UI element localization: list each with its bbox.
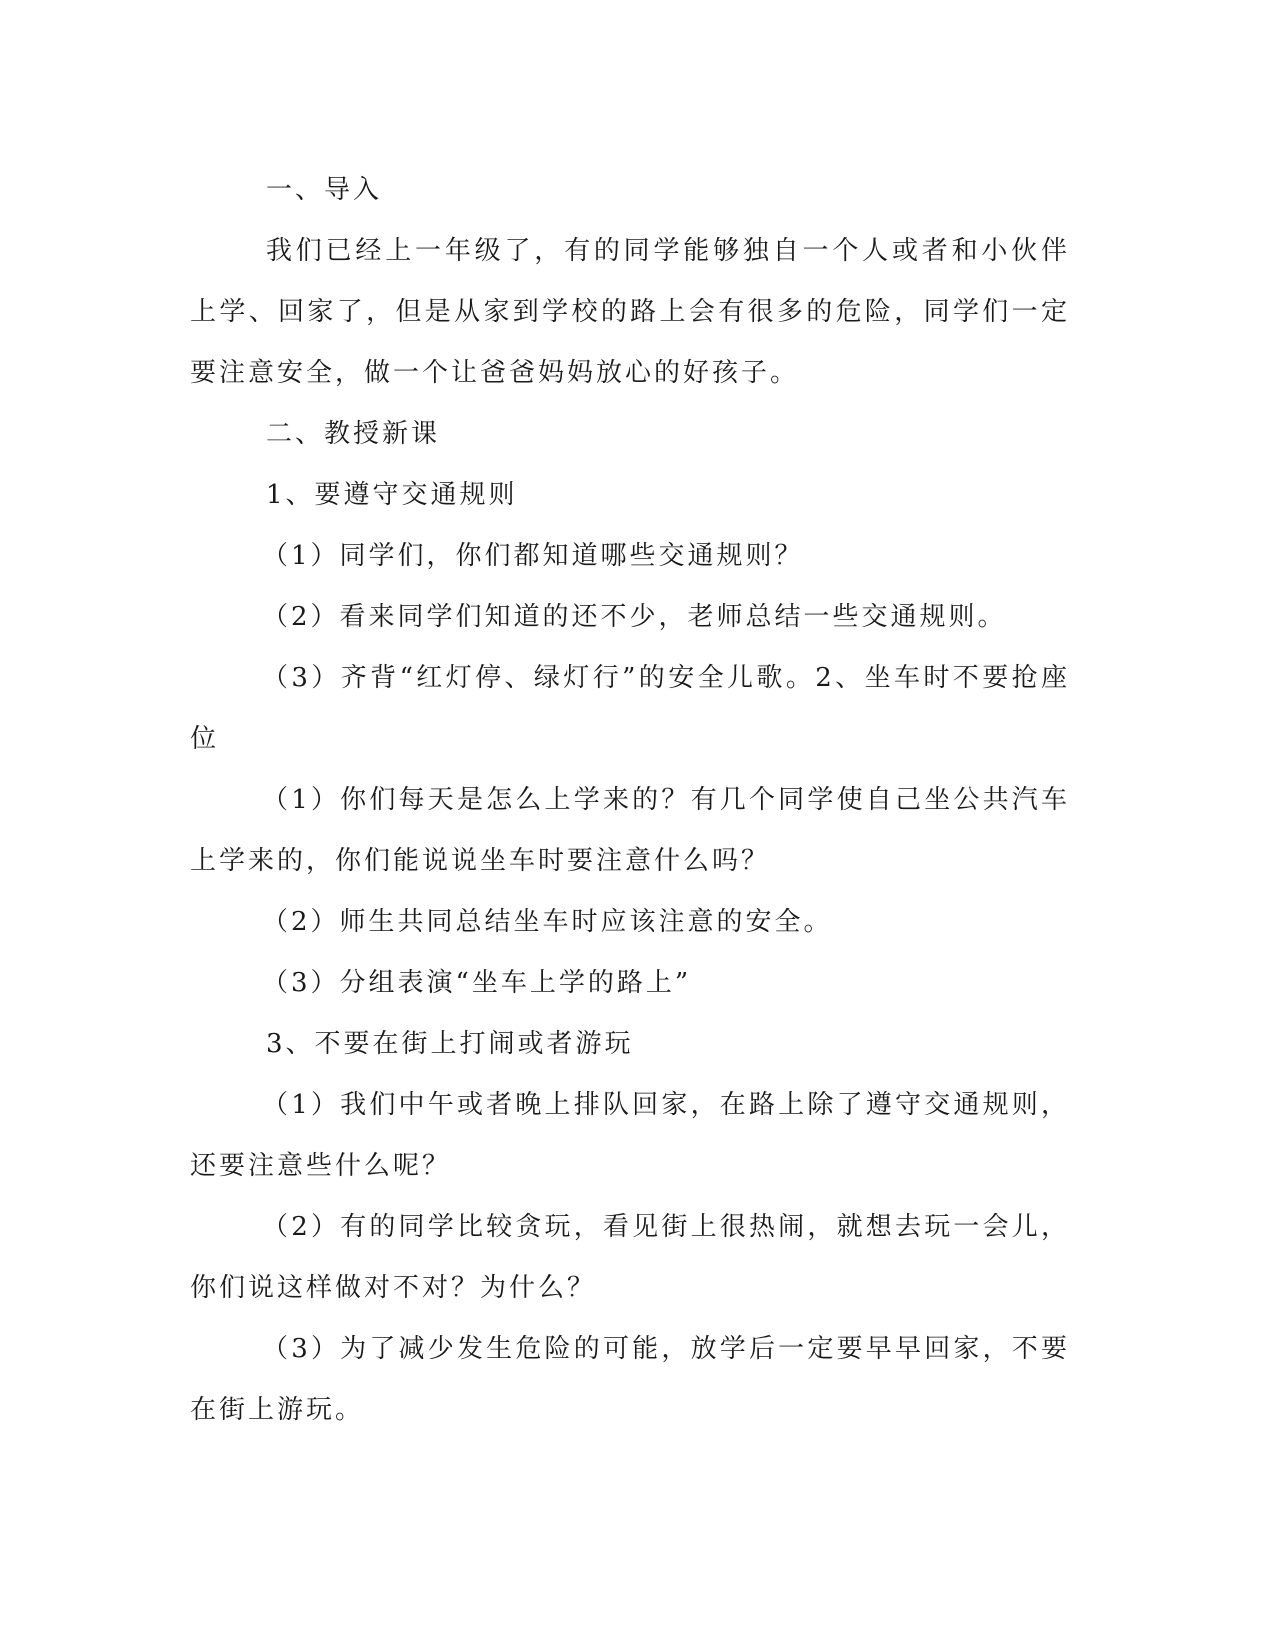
list-item: （3）齐背“红灯停、绿灯行”的安全儿歌。2、坐车时不要抢座位 [190,663,1070,754]
subheading-no-playing-on-street: 3、不要在街上打闹或者游玩 [266,1029,634,1059]
subheading-traffic-rules: 1、要遵守交通规则 [266,480,518,510]
list-item: （1）你们每天是怎么上学来的？有几个同学使自己坐公共汽车上学来的，你们能说说坐车时要注意什么吗？ [190,785,1070,876]
list-item: （3）为了减少发生危险的可能，放学后一定要早早回家，不要在街上游玩。 [190,1334,1070,1425]
list-item: （3）分组表演“坐车上学的路上” [262,968,692,998]
list-item: （1）同学们，你们都知道哪些交通规则？ [262,541,804,571]
section-heading-intro: 一、导入 [266,175,383,205]
section-heading-new-lesson: 二、教授新课 [266,419,441,449]
list-item: （1）我们中午或者晚上排队回家，在路上除了遵守交通规则，还要注意些什么呢？ [190,1090,1070,1181]
list-item: （2）有的同学比较贪玩，看见街上很热闹，就想去玩一会儿，你们说这样做对不对？为什么？ [190,1212,1070,1303]
list-item: （2）师生共同总结坐车时应该注意的安全。 [262,907,833,937]
paragraph-intro: 我们已经上一年级了，有的同学能够独自一个人或者和小伙伴上学、回家了，但是从家到学校的路上会有很多的危险，同学们一定要注意安全，做一个让爸爸妈妈放心的好孩子。 [190,236,1070,388]
document-body [190,160,1070,1441]
list-item: （2）看来同学们知道的还不少，老师总结一些交通规则。 [262,602,1007,632]
